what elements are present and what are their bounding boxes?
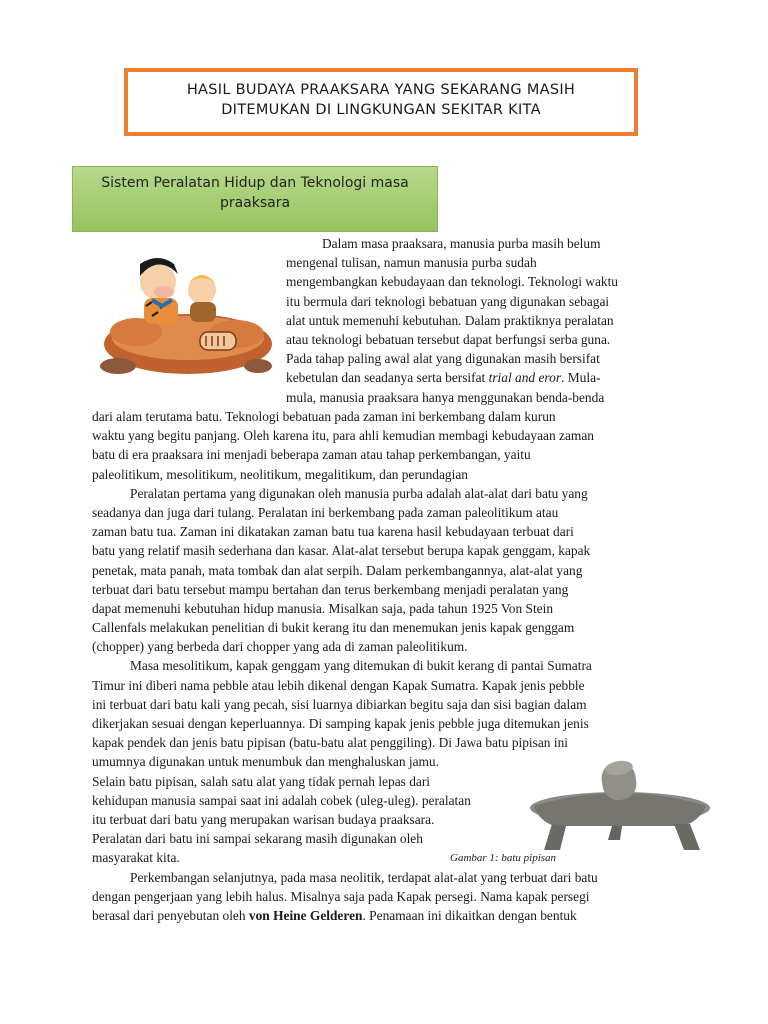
text-line: Perkembangan selanjutnya, pada masa neolitik, terdapat alat-alat yang terbuat dari batu (130, 869, 598, 885)
section-heading (72, 166, 438, 232)
text-line: masyarakat kita. (92, 850, 180, 866)
text-line: umumnya digunakan untuk menumbuk dan menghaluskan jamu. (92, 754, 439, 770)
text-line: Masa mesolitikum, kapak genggam yang ditemukan di bukit kerang di pantai Sumatra (130, 658, 592, 674)
text-line: batu yang relatif masih sederhana dan kasar. Alat-alat tersebut berupa kapak genggam, kapak (92, 543, 591, 559)
text-line: Pada tahap paling awal alat yang digunakan masih bersifat (286, 351, 600, 367)
text-line: mula, manusia praaksara hanya menggunakan benda-benda (286, 389, 605, 405)
italic-term: trial and eror (488, 370, 562, 386)
text-line: Selain batu pipisan, salah satu alat yang tidak pernah lepas dari (92, 773, 431, 789)
text-line: itu terbuat dari batu yang merupakan warisan budaya praaksara. (92, 811, 435, 827)
text-line: batu di era praaksara ini menjadi beberapa zaman atau tahap perkembangan, yaitu (92, 447, 531, 463)
text-line: Dalam masa praaksara, manusia purba masih belum (322, 236, 601, 251)
text-line: kehidupan manusia sampai saat ini adalah cobek (uleg-uleg). peralatan (92, 792, 471, 808)
text-line: (chopper) yang berbeda dari chopper yang ada di zaman paleolitikum. (92, 639, 468, 655)
text-line: berasal dari penyebutan oleh von Heine Gelderen. Penamaan ini dikaitkan dengan bentuk (92, 907, 577, 923)
text-line: mengembangkan kebudayaan dan teknologi. Teknologi waktu (286, 274, 619, 290)
text-line: dari alam terutama batu. Teknologi bebatuan pada zaman ini berkembang dalam kurun (92, 409, 556, 424)
text-line: terbuat dari batu tersebut mampu bertahan dan terus berkembang menjadi peralatan yang (92, 581, 569, 597)
figure-caption: Gambar 1: batu pipisan (450, 852, 557, 864)
text-line: Callenfals melakukan penelitian di bukit kerang itu dan menemukan jenis kapak genggam (92, 620, 575, 636)
text-line: kapak pendek dan jenis batu pipisan (batu-batu alat penggiling). Di Jawa batu pipisan ini (92, 735, 568, 751)
section-heading-line-1: Sistem Peralatan Hidup dan Teknologi masa (101, 175, 409, 191)
text-line: alat untuk memenuhi kebutuhan. Dalam praktiknya peralatan (286, 312, 614, 328)
flintstones-car-image (96, 248, 276, 384)
text-line: dapat memenuhi kebutuhan hidup manusia. Misalkan saja, pada tahun 1925 Von Stein (92, 600, 554, 616)
text-line: Peralatan dari batu ini sampai sekarang masih digunakan oleh (92, 831, 423, 847)
text-line: waktu yang begitu panjang. Oleh karena itu, para ahli kemudian membagi kebudayaan zaman (92, 428, 594, 444)
title-line-2: DITEMUKAN DI LINGKUNGAN SEKITAR KITA (221, 102, 541, 118)
text-line: seadanya dan juga dari tulang. Peralatan ini berkembang pada zaman paleolitikum atau (92, 504, 559, 520)
text-line: penetak, mata panah, mata tombak dan alat serpih. Dalam perkembangannya, alat-alat yang (92, 562, 583, 578)
text-line: dengan pengerjaan yang lebih halus. Misalnya saja pada Kapak persegi. Nama kapak persegi (92, 888, 590, 904)
text-line: itu bermula dari teknologi bebatuan yang digunakan sebagai (286, 293, 610, 309)
text-line: kebetulan dan seadanya serta bersifat trial and eror. Mula- (286, 370, 601, 386)
text-line: ini terbuat dari batu kali yang pecah, sisi luarnya dibiarkan begitu saja dan sisi bagian dalam (92, 696, 587, 712)
main-text-block (92, 407, 598, 925)
text-line: atau teknologi bebatuan tersebut dapat berfungsi serba guna. (286, 331, 611, 347)
bold-name: von Heine Gelderen (248, 907, 363, 923)
text-line: zaman batu tua. Zaman ini dikatakan zaman batu tua karena hasil kebudayaan terbuat dari (92, 524, 574, 540)
text-line: mengenal tulisan, namun manusia purba sudah (286, 255, 537, 271)
title-line-1: HASIL BUDAYA PRAAKSARA YANG SEKARANG MASIH (186, 82, 576, 98)
intro-text-block (286, 234, 618, 407)
text-line: dikerjakan sesuai dengan keperluannya. Di samping kapak jenis pebble juga ditemukan jenis (92, 716, 589, 731)
section-heading-line-2: praaksara (219, 195, 291, 211)
text-line: Peralatan pertama yang digunakan oleh manusia purba adalah alat-alat dari batu yang (130, 485, 588, 501)
text-line: paleolitikum, mesolitikum, neolitikum, megalitikum, dan perundagian (92, 466, 468, 482)
page-title (124, 68, 638, 136)
text-line: Timur ini diberi nama pebble atau lebih dikenal dengan Kapak Sumatra. Kapak jenis pebble (92, 677, 585, 693)
